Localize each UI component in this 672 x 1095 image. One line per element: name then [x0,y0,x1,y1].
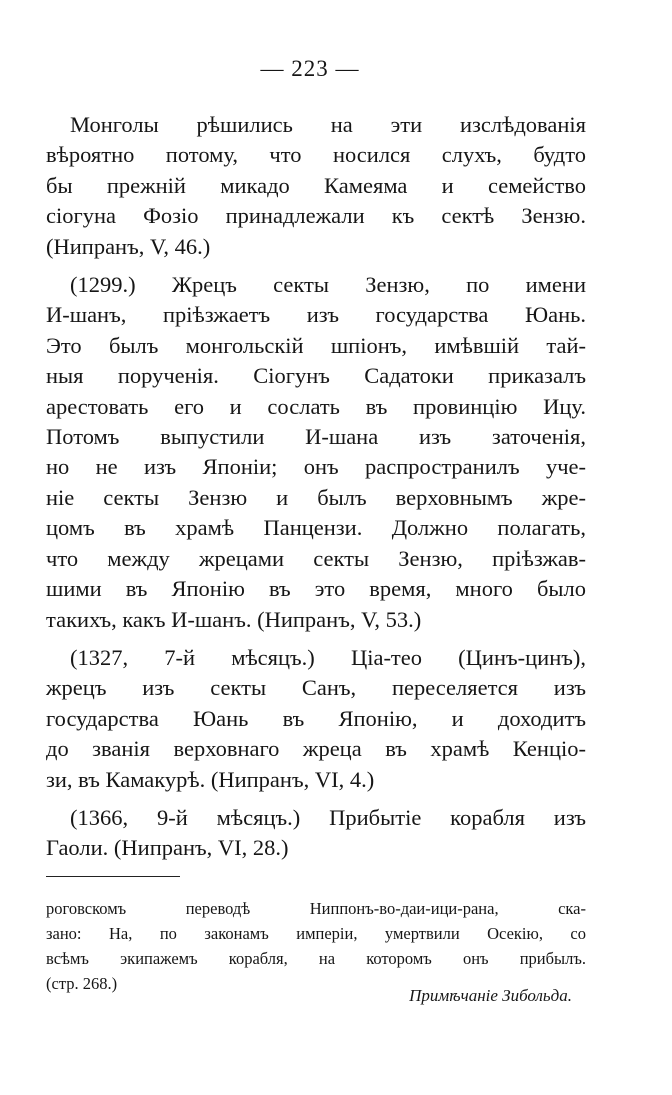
footnote [46,896,586,996]
text-line: Потомъ выпустили И-шана изъ заточенія, [46,424,586,450]
text-line: (1366, 9-й мѣсяцъ.) Прибытіе корабля изъ [70,804,586,830]
text-line: (1299.) Жрецъ секты Зензю, по имени [70,272,586,298]
paragraph-1299 [46,270,586,635]
footnote-divider [46,876,180,877]
text-line: жрецъ изъ секты Санъ, переселяется изъ [46,675,586,701]
footnote-line: роговскомъ переводѣ Ниппонъ-во-даи-ици-рана, ска- [46,899,586,918]
footnote-line: (стр. 268.) [46,974,118,993]
text-line: ніе секты Зензю и былъ верховнымъ жре- [46,484,586,510]
text-line: но не изъ Японіи; онъ распространилъ уче- [46,454,586,480]
body-text [46,110,586,872]
page-number: — 223 — [260,56,360,81]
text-line: Это былъ монгольскій шпіонъ, имѣвшій тай- [46,332,586,358]
text-line: И-шанъ, пріѣзжаетъ изъ государства Юань. [46,302,586,328]
text-line: Гаоли. (Нипранъ, VI, 28.) [46,835,289,861]
text-line: вѣроятно потому, что носился слухъ, будто [46,142,586,168]
footnote-line: всѣмъ экипажемъ корабля, на которомъ онъ прибылъ. [46,949,586,968]
footnote-signature: Примѣчаніе Зибольда. [409,986,572,1005]
text-line: Монголы рѣшились на эти изслѣдованія [70,112,586,137]
paragraph-mongols [46,110,586,262]
paragraph-1327 [46,643,586,795]
text-line: шими въ Японію въ это время, много было [46,576,586,602]
text-line: сіогуна Фозіо принадлежали къ сектѣ Зензю. [46,203,586,229]
text-line: арестовать его и сослать въ провинцію Ицу. [46,393,586,419]
paragraph-1366 [46,803,586,864]
text-line: бы прежній микадо Камеяма и семейство [46,172,586,198]
footnote-line: зано: На, по законамъ имперіи, умертвили Осекію, со [46,924,586,943]
text-line: что между жрецами секты Зензю, пріѣзжав- [46,545,586,571]
text-line: цомъ въ храмѣ Панцензи. Должно полагать, [46,515,586,541]
text-line: ныя порученія. Сіогунъ Садатоки приказалъ [46,363,586,389]
text-line: (Нипранъ, V, 46.) [46,233,211,259]
text-line: такихъ, какъ И-шанъ. (Нипранъ, V, 53.) [46,606,422,632]
text-line: зи, въ Камакурѣ. (Нипранъ, VI, 4.) [46,766,375,792]
text-line: государства Юань въ Японію, и доходитъ [46,705,586,731]
text-line: (1327, 7-й мѣсяцъ.) Ціа-тео (Цинъ-цинъ), [70,644,586,670]
text-line: до званія верховнаго жреца въ храмѣ Кенціо- [46,736,586,762]
